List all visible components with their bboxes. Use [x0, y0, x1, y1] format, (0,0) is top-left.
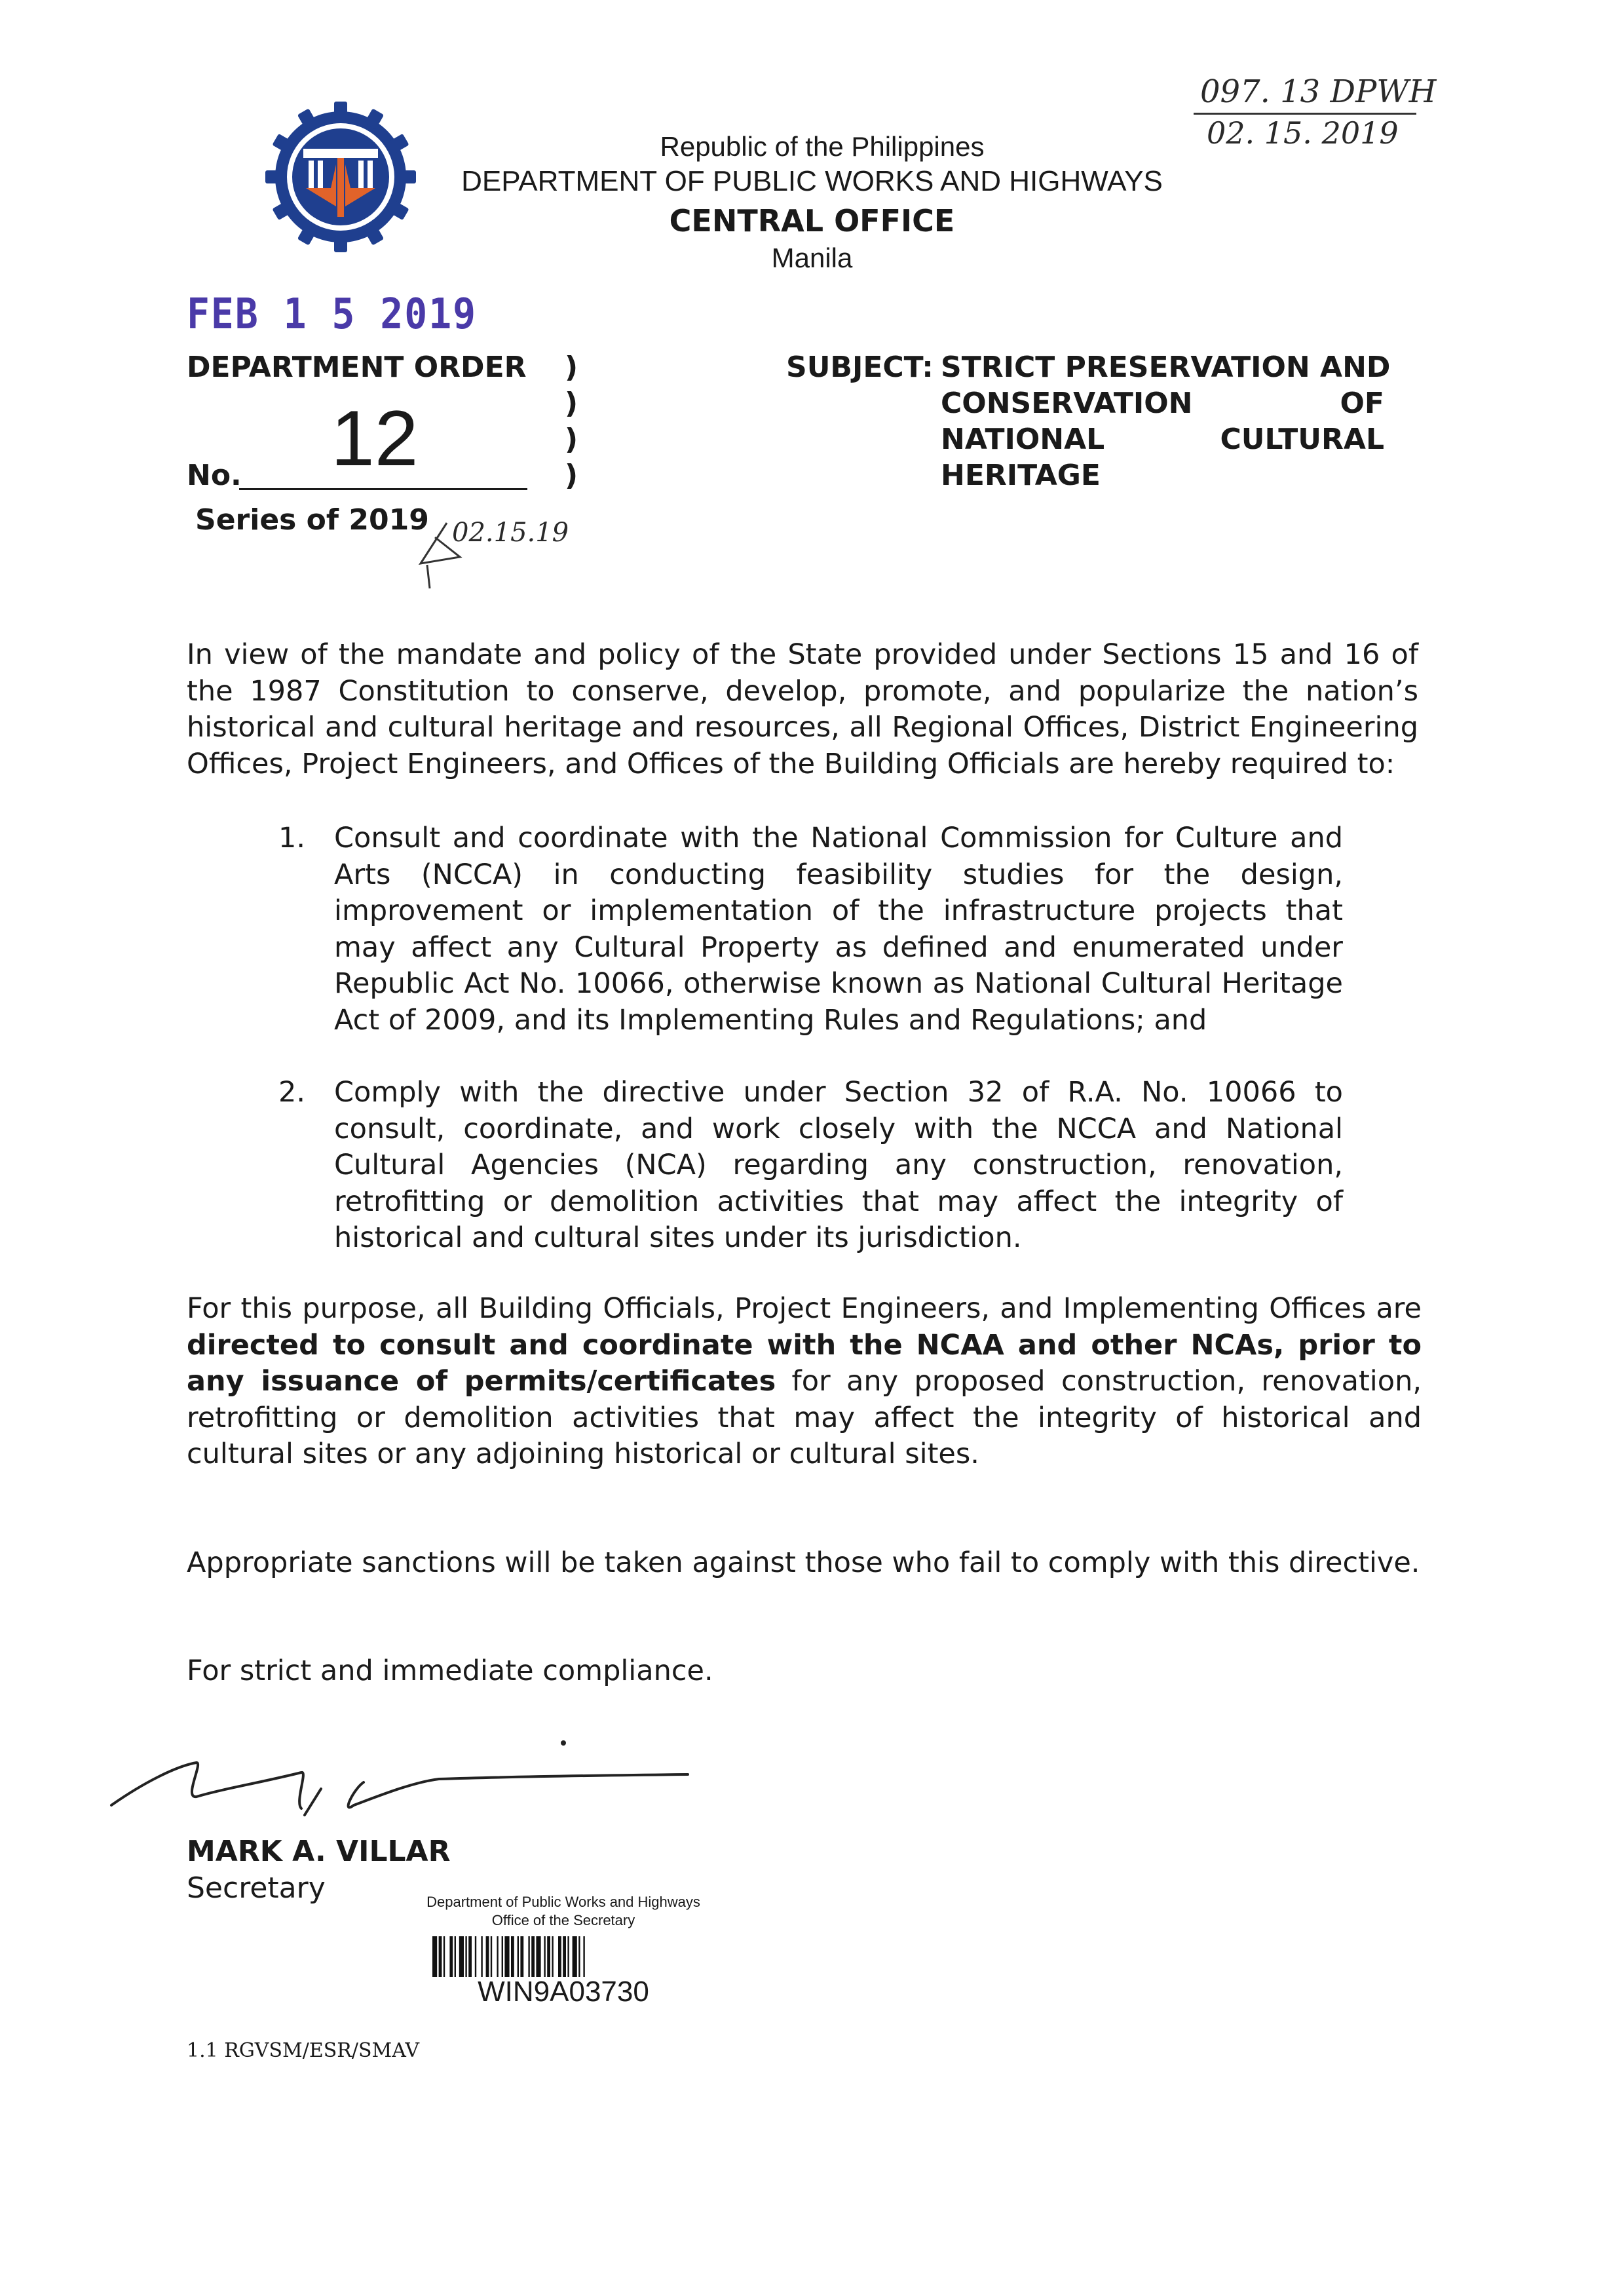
order-number-label: No. — [187, 459, 242, 492]
subject-line: HERITAGE — [941, 459, 1101, 492]
purpose-paragraph — [187, 1291, 1422, 1473]
barcode-bar — [465, 1936, 466, 1977]
barcode-bar — [567, 1936, 569, 1977]
subject-line: NATIONAL CULTURAL — [941, 423, 1384, 456]
barcode-bar — [481, 1936, 482, 1977]
barcode-bar — [563, 1936, 566, 1977]
barcode-bar — [583, 1936, 584, 1977]
barcode-bar — [531, 1936, 535, 1977]
handwritten-reference: 097. 13 DPWH — [1200, 73, 1437, 110]
order-number-line — [239, 488, 527, 490]
list-item-number: 2. — [278, 1076, 306, 1109]
list-item-text: Consult and coordinate with the National Commission for Culture and Arts (NCCA) in conducting feasibility studies for the design, improvement or implementation of the infrastructure projects that may affect any Cultural Property as defined and enumerated under Republic Act No. 10066, otherwise known as National Cultural Heritage Act of 2009, and its Implementing Rules and Regulations; and — [334, 822, 1343, 1037]
order-number: 12 — [331, 394, 419, 482]
barcode-bar — [486, 1936, 489, 1977]
list-item — [278, 1075, 1343, 1257]
barcode-bar — [497, 1936, 498, 1977]
barcode-bar — [520, 1936, 523, 1977]
barcode-bar — [573, 1936, 577, 1977]
order-paren: ) — [565, 387, 578, 420]
barcode-bar — [504, 1936, 509, 1977]
barcode-bar — [455, 1936, 456, 1977]
subject-line: STRICT PRESERVATION AND — [941, 351, 1391, 384]
barcode-bar — [439, 1936, 442, 1977]
barcode-code: WIN9A03730 — [478, 1976, 649, 2008]
barcode-bar — [449, 1936, 453, 1977]
received-date-stamp: FEB 1 5 2019 — [187, 289, 478, 339]
barcode-bar — [468, 1936, 472, 1977]
handwritten-underline — [1194, 113, 1416, 115]
sanctions-paragraph: Appropriate sanctions will be taken against those who fail to comply with this directive. — [187, 1546, 1420, 1579]
barcode-bar — [528, 1936, 529, 1977]
purpose-text-end: for any proposed construction, renovation, retrofitting or demolition activities that may affect the integrity of historical and cultural sites or any adjoining historical or cultural sites. — [187, 1365, 1422, 1470]
list-item-number: 1. — [278, 822, 306, 854]
compliance-paragraph: For strict and immediate compliance. — [187, 1655, 713, 1687]
handwritten-date: 02. 15. 2019 — [1207, 115, 1399, 151]
barcode-bar — [475, 1936, 476, 1977]
handwritten-initial-date: 02.15.19 — [452, 518, 569, 548]
intro-paragraph: In view of the mandate and policy of the State provided under Sections 15 and 16 of the 1987 Constitution to conserve, develop, promote, and popularize the nation’s historical and cultural heritage and resources, all Regional Offices, District Engineering Offices, Project Engineers, and Offices of the Building Officials are hereby required to: — [187, 638, 1418, 780]
order-paren: ) — [565, 351, 578, 384]
barcode-bar — [552, 1936, 553, 1977]
barcode-bar — [491, 1936, 492, 1977]
barcode-bar — [544, 1936, 545, 1977]
subject-line: CONSERVATION OF — [941, 387, 1384, 420]
order-paren: ) — [565, 423, 578, 456]
barcode-bar — [578, 1936, 580, 1977]
order-paren: ) — [565, 459, 578, 492]
barcode — [432, 1936, 694, 1977]
barcode-bar — [459, 1936, 464, 1977]
header-department: DEPARTMENT OF PUBLIC WORKS AND HIGHWAYS — [461, 165, 1163, 197]
barcode-bar — [444, 1936, 445, 1977]
purpose-text: For this purpose, all Building Officials, Project Engineers, and Implementing Offices are — [187, 1292, 1422, 1325]
barcode-bar — [502, 1936, 503, 1977]
barcode-bar — [432, 1936, 437, 1977]
purpose-emphasis: directed to consult and coordinate with the NCAA and other NCAs, prior to any issuance of permits/certificates — [187, 1328, 1422, 1398]
signatory-name: MARK A. VILLAR — [187, 1835, 451, 1868]
subject-label: SUBJECT: — [786, 351, 934, 384]
barcode-stamp-office: Office of the Secretary — [491, 1912, 635, 1928]
list-item-text: Comply with the directive under Section 32 of R.A. No. 10066 to consult, coordinate, and work closely with the NCCA and National Cultural Agencies (NCA) regarding any construction, renovation, retrofitting or demolition activities that may affect the integrity of historical and cultural sites under its jurisdiction. — [334, 1076, 1343, 1254]
signatory-title: Secretary — [187, 1871, 326, 1905]
barcode-stamp-department: Department of Public Works and Highways — [426, 1894, 700, 1910]
order-label: DEPARTMENT ORDER — [187, 351, 527, 384]
header-republic: Republic of the Philippines — [660, 131, 985, 162]
order-series: Series of 2019 — [195, 503, 429, 537]
barcode-bar — [547, 1936, 550, 1977]
barcode-bar — [518, 1936, 519, 1977]
list-item — [278, 820, 1343, 1039]
footer-reference: 1.1 RGVSM/ESR/SMAV — [187, 2039, 420, 2062]
barcode-bar — [558, 1936, 561, 1977]
barcode-bar — [511, 1936, 514, 1977]
header-office: CENTRAL OFFICE — [669, 203, 955, 239]
barcode-bar — [536, 1936, 540, 1977]
header-city: Manila — [771, 242, 853, 273]
